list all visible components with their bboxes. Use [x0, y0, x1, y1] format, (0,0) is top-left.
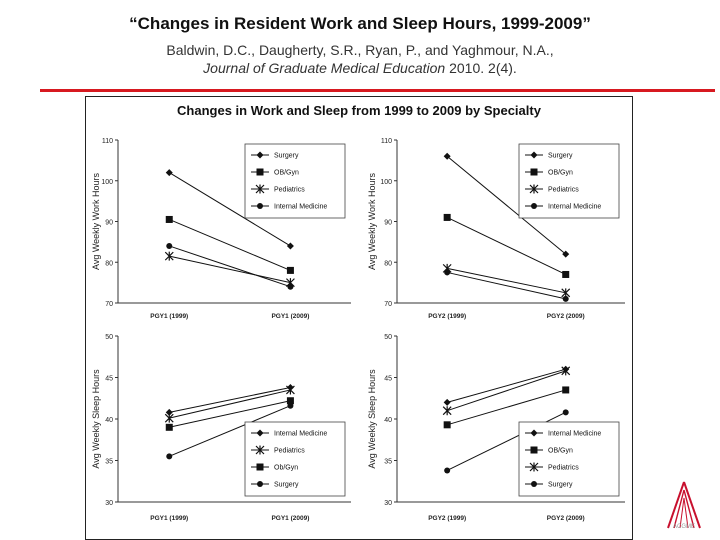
data-point — [562, 386, 569, 393]
legend-entry: OB/Gyn — [548, 169, 573, 177]
category-label: PGY2 (1999) — [428, 313, 467, 320]
data-point — [166, 243, 172, 249]
y-tick-label: 40 — [384, 417, 392, 424]
legend — [245, 144, 345, 218]
citation-tail: 2010. 2(4). — [445, 60, 517, 76]
category-label: PGY1 (1999) — [150, 515, 189, 522]
category-label: PGY1 (1999) — [150, 313, 189, 320]
specialty-figure — [85, 96, 633, 540]
y-axis-label: Avg Weekly Sleep Hours — [91, 369, 101, 469]
y-tick-label: 30 — [105, 500, 113, 507]
category-label: PGY2 (1999) — [428, 515, 467, 522]
y-tick-label: 70 — [105, 301, 113, 308]
legend-marker — [257, 464, 264, 471]
data-point — [287, 284, 293, 290]
legend-marker — [531, 447, 538, 454]
citation — [0, 41, 720, 77]
y-tick-label: 35 — [384, 458, 392, 466]
data-point — [166, 216, 173, 223]
y-axis-label: Avg Weekly Work Hours — [367, 172, 377, 271]
data-point — [562, 271, 569, 278]
legend-marker — [257, 169, 264, 176]
legend-entry: Surgery — [548, 152, 573, 160]
legend-entry: Pediatrics — [274, 186, 305, 194]
slide-title: “Changes in Resident Work and Sleep Hours, 1999-2009” — [129, 14, 591, 33]
citation-journal: Journal of Graduate Medical Education — [203, 60, 446, 76]
legend-entry: OB/Gyn — [274, 169, 299, 177]
category-label: PGY2 (2009) — [546, 313, 585, 320]
data-point — [444, 214, 451, 221]
y-tick-label: 90 — [384, 219, 392, 227]
legend-entry: Internal Medicine — [548, 203, 602, 211]
y-axis-label: Avg Weekly Work Hours — [91, 172, 101, 271]
legend-entry: OB/Gyn — [548, 447, 573, 455]
y-tick-label: 40 — [105, 417, 113, 424]
legend-entry: Surgery — [548, 481, 573, 489]
legend — [245, 422, 345, 496]
citation-source — [0, 59, 720, 77]
legend-entry: Internal Medicine — [274, 203, 328, 211]
y-tick-label: 30 — [384, 500, 392, 507]
y-tick-label: 45 — [384, 375, 392, 383]
data-point — [444, 421, 451, 428]
legend — [519, 144, 619, 218]
y-tick-label: 50 — [384, 334, 392, 341]
y-tick-label: 35 — [105, 458, 113, 466]
y-axis-label: Avg Weekly Sleep Hours — [367, 369, 377, 469]
y-tick-label: 50 — [105, 334, 113, 341]
data-point — [166, 453, 172, 459]
legend-entry: Ob/Gyn — [274, 464, 299, 472]
data-point — [444, 467, 450, 473]
y-tick-label: 100 — [380, 178, 392, 186]
legend-marker — [257, 481, 263, 487]
y-tick-label: 80 — [384, 260, 392, 268]
y-tick-label: 110 — [101, 138, 113, 145]
legend-entry: Internal Medicine — [548, 430, 602, 438]
data-point — [563, 296, 569, 302]
legend-entry: Surgery — [274, 481, 299, 489]
figure-title: Changes in Work and Sleep from 1999 to 2009 by Specialty — [177, 103, 541, 118]
legend-marker — [531, 203, 537, 209]
legend-marker — [531, 169, 538, 176]
legend-marker — [531, 481, 537, 487]
legend-entry: Pediatrics — [548, 186, 579, 194]
data-point — [166, 424, 173, 431]
y-tick-label: 90 — [105, 219, 113, 227]
legend-marker — [257, 203, 263, 209]
category-label: PGY2 (2009) — [546, 515, 585, 522]
data-point — [287, 267, 294, 274]
data-point — [444, 269, 450, 275]
legend-entry: Pediatrics — [274, 447, 305, 455]
data-point — [287, 403, 293, 409]
legend-entry: Internal Medicine — [274, 430, 328, 438]
y-tick-label: 70 — [384, 301, 392, 308]
legend-entry: Pediatrics — [548, 464, 579, 472]
data-point — [563, 409, 569, 415]
legend-entry: Surgery — [274, 152, 299, 160]
y-tick-label: 110 — [380, 138, 392, 145]
category-label: PGY1 (2009) — [271, 515, 310, 522]
y-tick-label: 45 — [105, 375, 113, 383]
logo-text: ACGME — [672, 524, 695, 530]
citation-authors: Baldwin, D.C., Daugherty, S.R., Ryan, P., and Yaghmour, N.A., — [166, 42, 554, 58]
y-tick-label: 80 — [105, 260, 113, 268]
legend — [519, 422, 619, 496]
category-label: PGY1 (2009) — [271, 313, 310, 320]
y-tick-label: 100 — [101, 178, 113, 186]
accent-rule — [40, 89, 715, 92]
